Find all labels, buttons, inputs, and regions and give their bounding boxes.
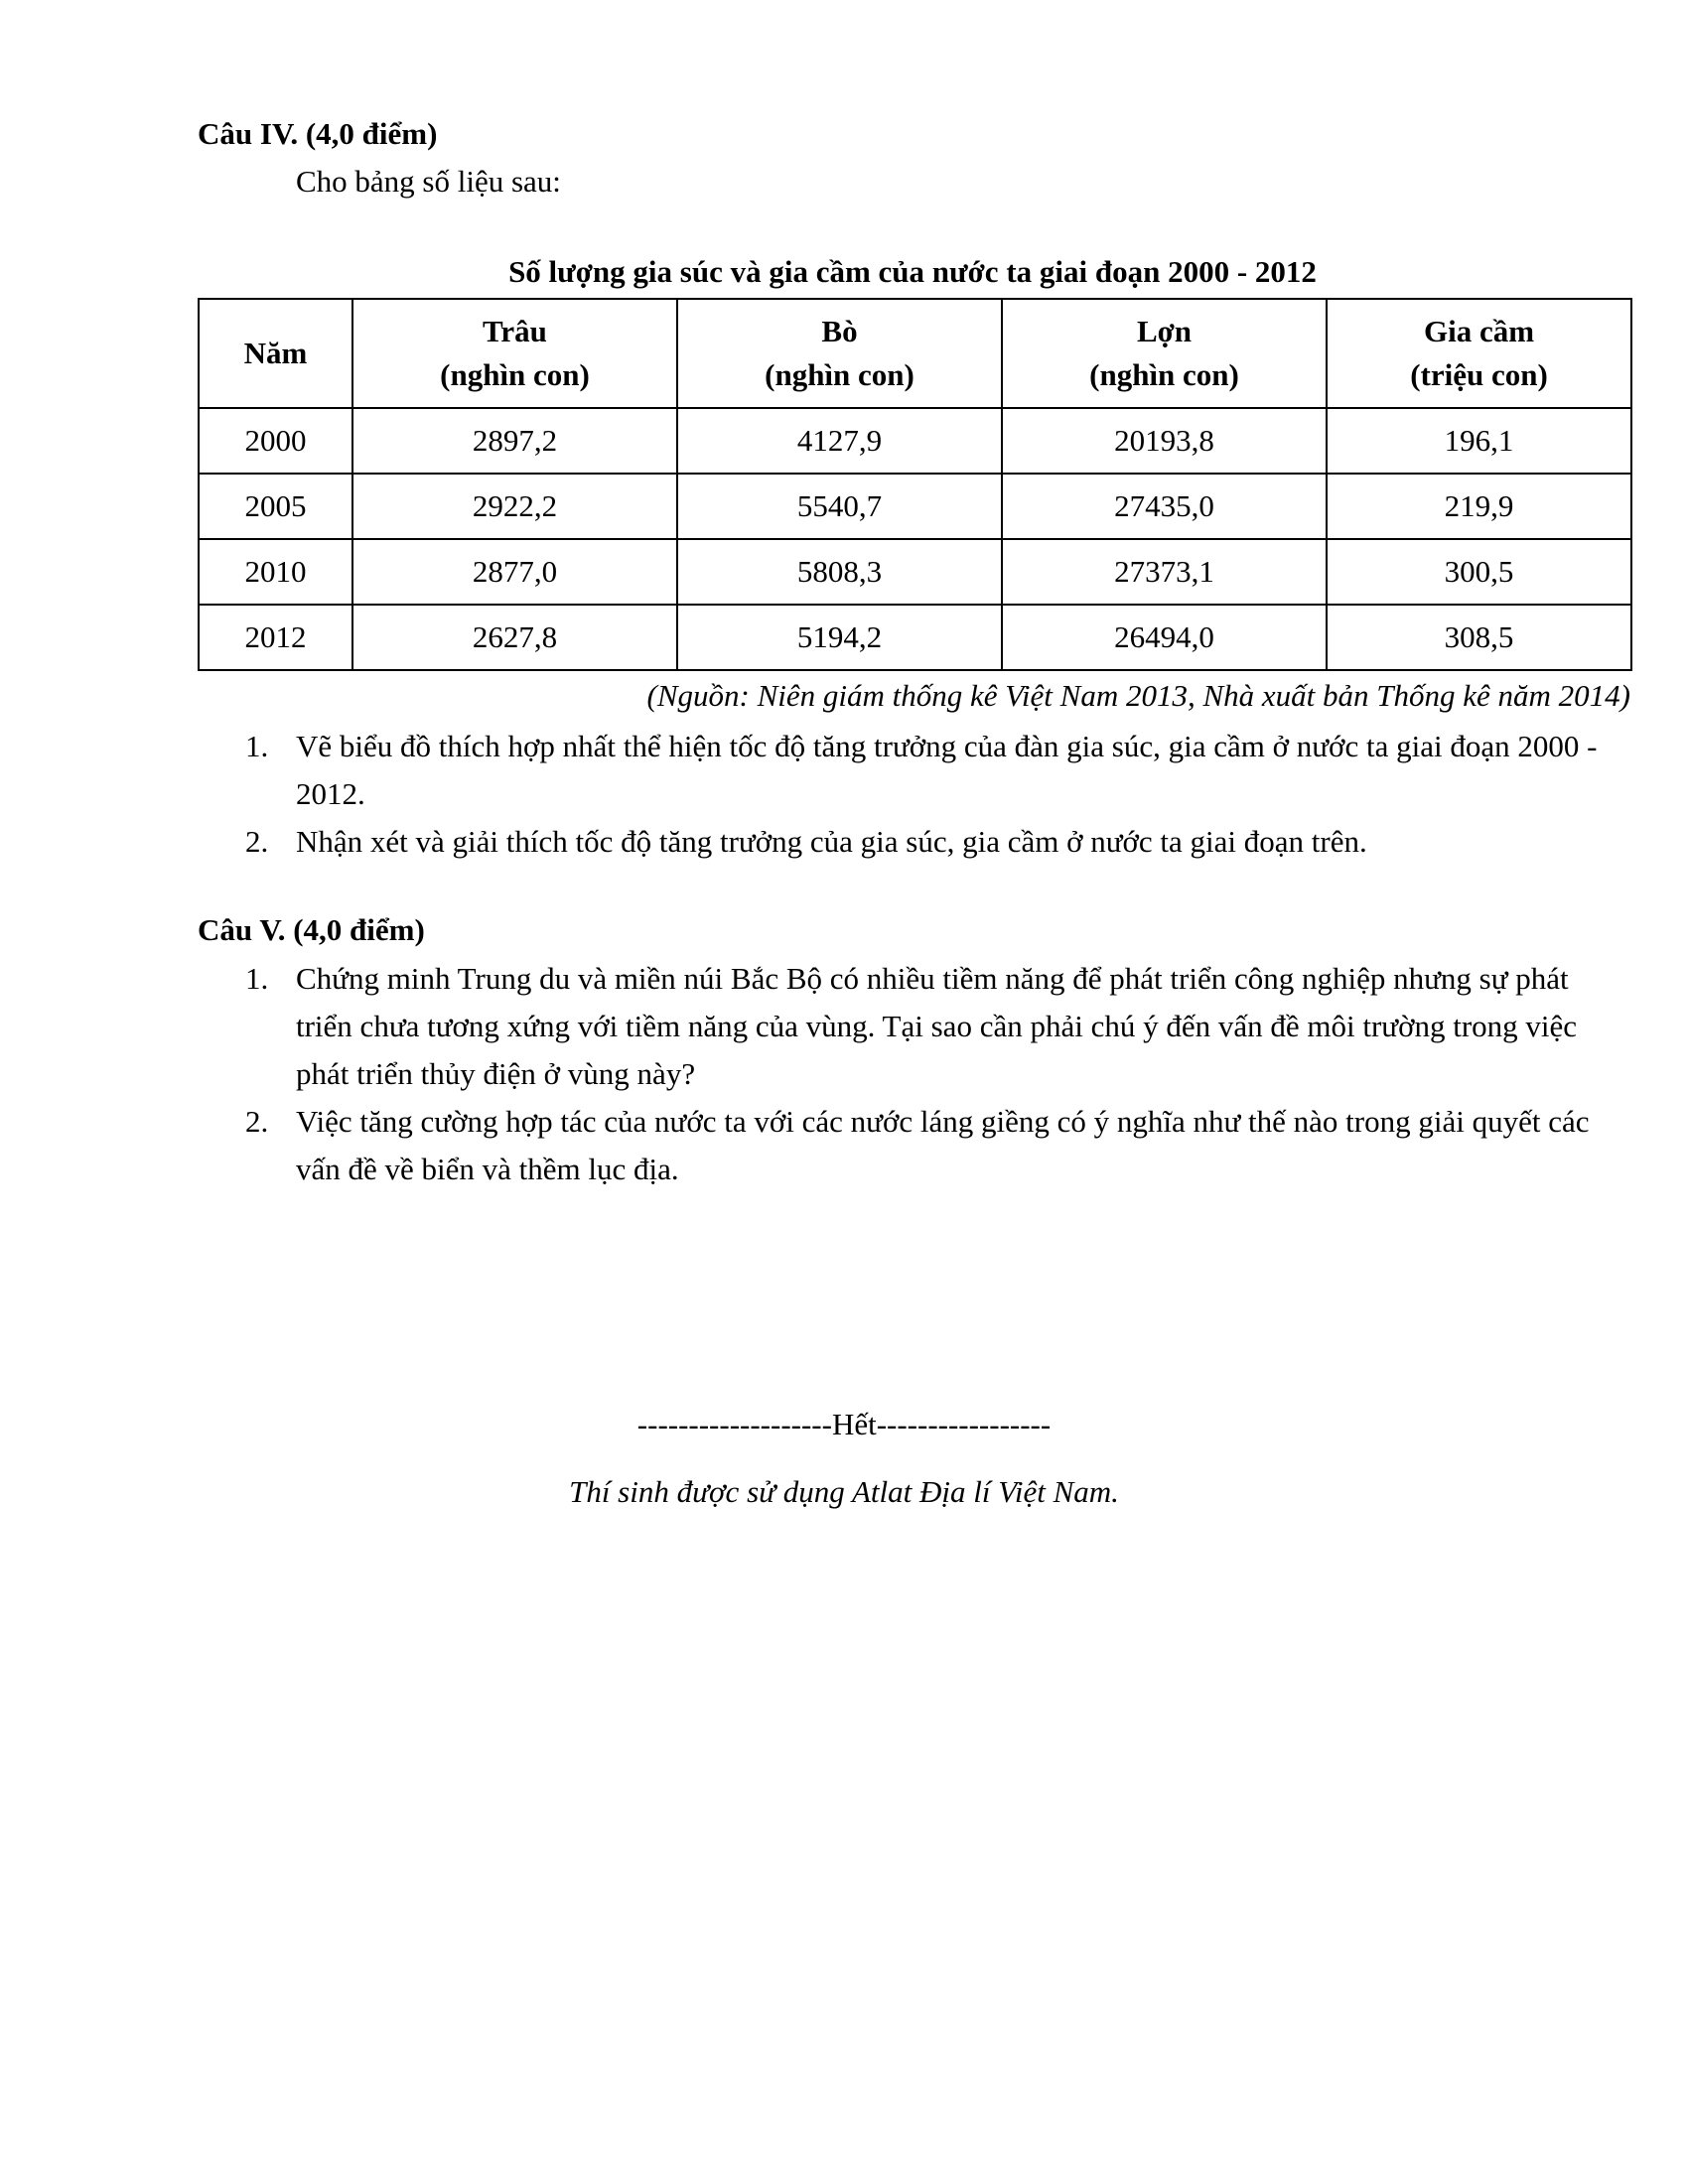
cell-cattle: 5194,2 <box>677 605 1002 670</box>
header-year: Năm <box>199 299 352 408</box>
item-text: Vẽ biểu đồ thích hợp nhất thể hiện tốc độ tăng trưởng của đàn gia súc, gia cầm ở nước ta giai đoạn 2000 - 2012. <box>296 729 1598 811</box>
cell-cattle: 4127,9 <box>677 408 1002 474</box>
cell-poultry: 196,1 <box>1327 408 1631 474</box>
list-item <box>198 723 1608 818</box>
question-4-heading: Câu IV. (4,0 điểm) <box>198 116 438 151</box>
header-cattle: Bò (nghìn con) <box>677 299 1002 408</box>
question-5-heading: Câu V. (4,0 điểm) <box>198 912 425 947</box>
table-title: Số lượng gia súc và gia cầm của nước ta giai đoạn 2000 - 2012 <box>508 254 1317 289</box>
header-poultry: Gia cầm (triệu con) <box>1327 299 1631 408</box>
header-pig: Lợn (nghìn con) <box>1002 299 1327 408</box>
cell-cattle: 5540,7 <box>677 474 1002 539</box>
list-item <box>198 1098 1608 1193</box>
table-row <box>199 539 1631 605</box>
table-row <box>199 408 1631 474</box>
table-row <box>199 474 1631 539</box>
header-buffalo: Trâu (nghìn con) <box>352 299 677 408</box>
item-number: 1. <box>245 961 269 996</box>
table-row <box>199 605 1631 670</box>
item-text: Chứng minh Trung du và miền núi Bắc Bộ có nhiều tiềm năng để phát triển công nghiệp nhưng sự phát triển chưa tương xứng với tiềm năng của vùng. Tại sao cần phải chú ý đến vấn đề môi trường trong việc phát triển thủy điện ở vùng này? <box>296 961 1578 1091</box>
livestock-table <box>198 298 1632 671</box>
item-number: 2. <box>245 824 269 859</box>
cell-pig: 20193,8 <box>1002 408 1327 474</box>
cell-year: 2000 <box>199 408 352 474</box>
cell-buffalo: 2627,8 <box>352 605 677 670</box>
cell-year: 2010 <box>199 539 352 605</box>
list-item <box>198 955 1608 1098</box>
list-item <box>198 818 1608 866</box>
cell-buffalo: 2897,2 <box>352 408 677 474</box>
cell-buffalo: 2877,0 <box>352 539 677 605</box>
question-4-list <box>198 723 1608 866</box>
cell-year: 2012 <box>199 605 352 670</box>
cell-poultry: 300,5 <box>1327 539 1631 605</box>
item-text: Nhận xét và giải thích tốc độ tăng trưởng của gia súc, gia cầm ở nước ta giai đoạn trên. <box>296 824 1367 859</box>
item-number: 2. <box>245 1104 269 1139</box>
question-4-intro: Cho bảng số liệu sau: <box>296 164 561 199</box>
table-header-row <box>199 299 1631 408</box>
item-text: Việc tăng cường hợp tác của nước ta với các nước láng giềng có ý nghĩa như thế nào trong giải quyết các vấn đề về biển và thềm lục địa. <box>296 1104 1590 1186</box>
cell-poultry: 219,9 <box>1327 474 1631 539</box>
cell-pig: 27373,1 <box>1002 539 1327 605</box>
cell-year: 2005 <box>199 474 352 539</box>
cell-pig: 26494,0 <box>1002 605 1327 670</box>
end-marker: -------------------Hết----------------- <box>636 1407 1052 1441</box>
cell-buffalo: 2922,2 <box>352 474 677 539</box>
cell-poultry: 308,5 <box>1327 605 1631 670</box>
cell-pig: 27435,0 <box>1002 474 1327 539</box>
question-5-list <box>198 955 1608 1193</box>
cell-cattle: 5808,3 <box>677 539 1002 605</box>
candidate-note: Thí sinh được sử dụng Atlat Địa lí Việt Nam. <box>569 1474 1119 1509</box>
table-source: (Nguồn: Niên giám thống kê Việt Nam 2013, Nhà xuất bản Thống kê năm 2014) <box>646 678 1630 713</box>
item-number: 1. <box>245 729 269 763</box>
